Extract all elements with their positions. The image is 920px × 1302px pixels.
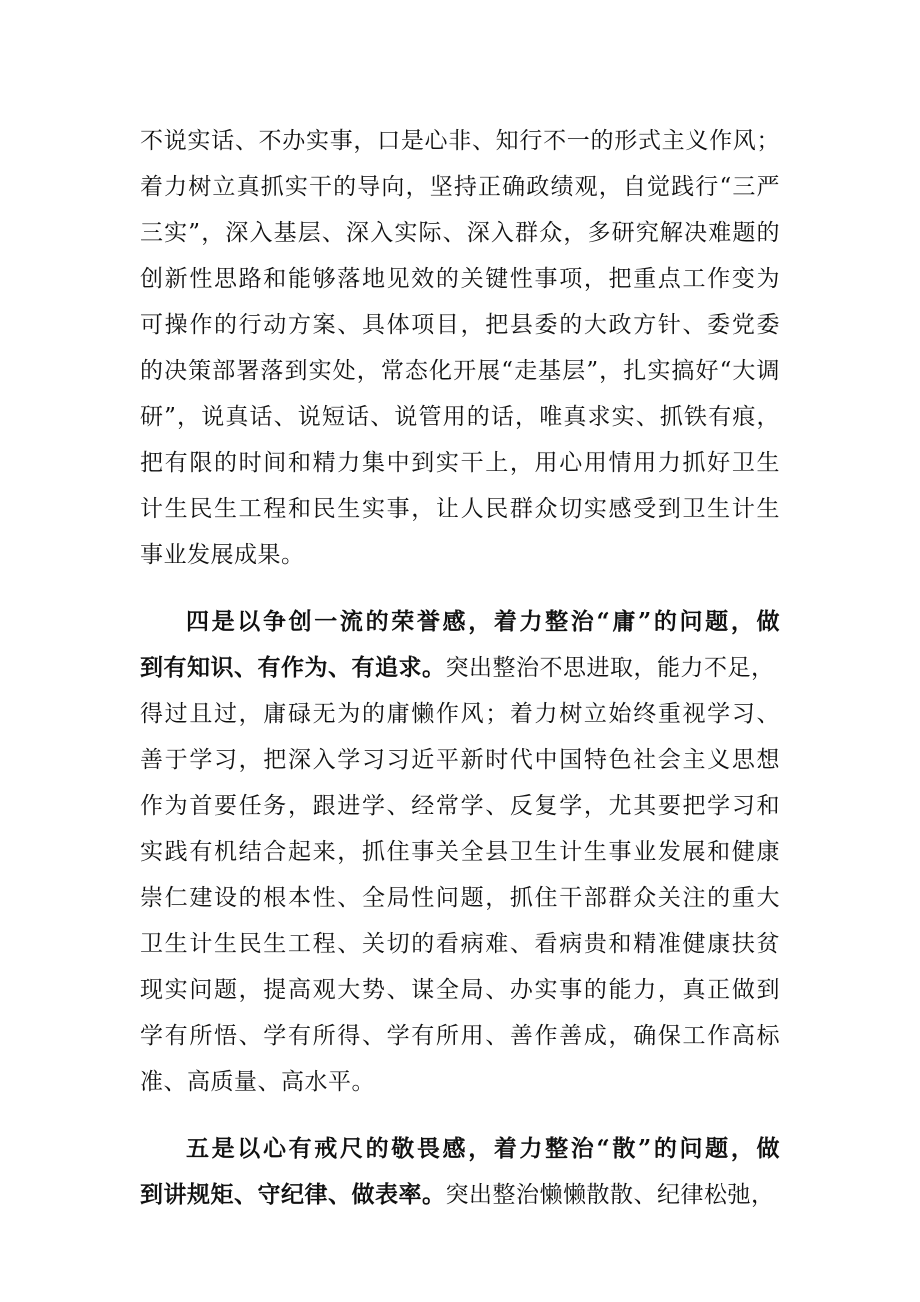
paragraph-continuation [140,118,780,578]
paragraph-point-five [140,1126,780,1218]
section-heading-tail: 到有知识、有作为、有追求。 [140,654,446,681]
text-line: 实践有机结合起来，抓住事关全县卫生计生事业发展和健康 [140,839,780,865]
text-run: 突出整治不思进取，能力不足， [445,655,775,681]
text-line: 创新性思路和能够落地见效的关键性事项，把重点工作变为 [140,266,780,292]
document-body [140,118,780,1218]
text-line: 计生民生工程和民生实事，让人民群众切实感受到卫生计生 [140,496,780,522]
text-line: 学有所悟、学有所得、学有所用、善作善成，确保工作高标 [140,1023,780,1049]
text-line: 卫生计生民生工程、关切的看病难、看病贵和精准健康扶贫 [140,931,780,957]
text-line: 事业发展成果。 [140,542,305,568]
text-line: 的决策部署落到实处，常态化开展“走基层”，扎实搞好“大调 [140,358,780,384]
text-line: 作为首要任务，跟进学、经常学、反复学，尤其要把学习和 [140,793,780,819]
text-line: 三实”，深入基层、深入实际、深入群众，多研究解决难题的 [140,220,780,246]
text-line: 不说实话、不办实事，口是心非、知行不一的形式主义作风； [140,128,780,154]
text-line: 着力树立真抓实干的导向，坚持正确政绩观，自觉践行“三严 [140,174,780,200]
text-run: 突出整治懒懒散散、纪律松弛， [445,1182,775,1208]
text-line: 得过且过，庸碌无为的庸懒作风；着力树立始终重视学习、 [140,701,780,727]
section-heading-tail: 到讲规矩、守纪律、做表率。 [140,1181,446,1208]
text-line: 准、高质量、高水平。 [140,1069,375,1095]
paragraph-point-four [140,599,780,1105]
text-line [140,645,780,691]
text-line: 把有限的时间和精力集中到实干上，用心用情用力抓好卫生 [140,450,780,476]
text-line: 崇仁建设的根本性、全局性问题，抓住干部群众关注的重大 [140,885,780,911]
text-line: 现实问题，提高观大势、谋全局、办实事的能力，真正做到 [140,977,780,1003]
section-heading-line: 五是以心有戒尺的敬畏感，着力整治“散”的问题，做 [186,1135,780,1162]
section-heading-line: 四是以争创一流的荣誉感，着力整治“庸”的问题，做 [186,608,780,635]
text-line: 研”，说真话、说短话、说管用的话，唯真求实、抓铁有痕， [140,404,780,430]
text-line: 可操作的行动方案、具体项目，把县委的大政方针、委党委 [140,312,780,338]
text-line: 善于学习，把深入学习习近平新时代中国特色社会主义思想 [140,747,780,773]
text-line [140,1172,780,1218]
